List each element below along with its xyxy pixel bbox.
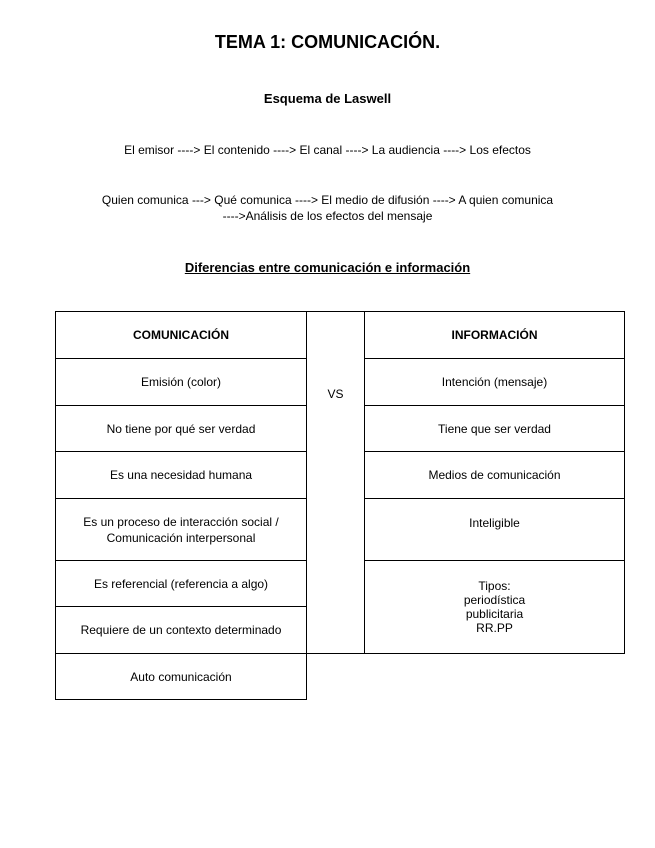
informacion-row: Tiene que ser verdad bbox=[364, 405, 625, 452]
comunicacion-row: Requiere de un contexto determinado bbox=[55, 606, 307, 654]
comunicacion-row: Emisión (color) bbox=[55, 358, 307, 406]
tipos-item: periodística bbox=[463, 593, 526, 607]
informacion-row: Inteligible bbox=[364, 498, 625, 561]
schema-line-2 bbox=[0, 192, 655, 224]
schema-heading: Esquema de Laswell bbox=[263, 91, 392, 106]
comunicacion-row-line: Es un proceso de interacción social / bbox=[83, 514, 279, 529]
informacion-row: Medios de comunicación bbox=[364, 451, 625, 499]
comunicacion-row-line: Comunicación interpersonal bbox=[106, 530, 256, 545]
schema-line-1: El emisor ----> El contenido ----> El canal ----> La audiencia ----> Los efectos bbox=[124, 143, 531, 157]
informacion-tipos bbox=[364, 560, 625, 654]
comunicacion-row: Es una necesidad humana bbox=[55, 451, 307, 499]
schema-line-2a: Quien comunica ---> Qué comunica ----> El medio de difusión ----> A quien comunica bbox=[101, 193, 554, 207]
tipos-item: publicitaria bbox=[465, 607, 524, 621]
comunicacion-row: No tiene por qué ser verdad bbox=[55, 405, 307, 452]
informacion-header: INFORMACIÓN bbox=[364, 311, 625, 359]
tipos-label: Tipos: bbox=[478, 579, 511, 593]
comunicacion-row: Es referencial (referencia a algo) bbox=[55, 560, 307, 607]
schema-line-2b: ---->Análisis de los efectos del mensaje bbox=[222, 209, 433, 223]
differences-heading: Diferencias entre comunicación e información bbox=[184, 260, 471, 275]
comunicacion-header: COMUNICACIÓN bbox=[55, 311, 307, 359]
vs-label: VS bbox=[327, 387, 344, 401]
comunicacion-row bbox=[55, 498, 307, 561]
tipos-item: RR.PP bbox=[476, 621, 513, 635]
page-title: TEMA 1: COMUNICACIÓN. bbox=[214, 32, 441, 52]
comunicacion-row: Auto comunicación bbox=[55, 653, 307, 700]
informacion-row: Intención (mensaje) bbox=[364, 358, 625, 406]
vs-column bbox=[306, 311, 365, 654]
